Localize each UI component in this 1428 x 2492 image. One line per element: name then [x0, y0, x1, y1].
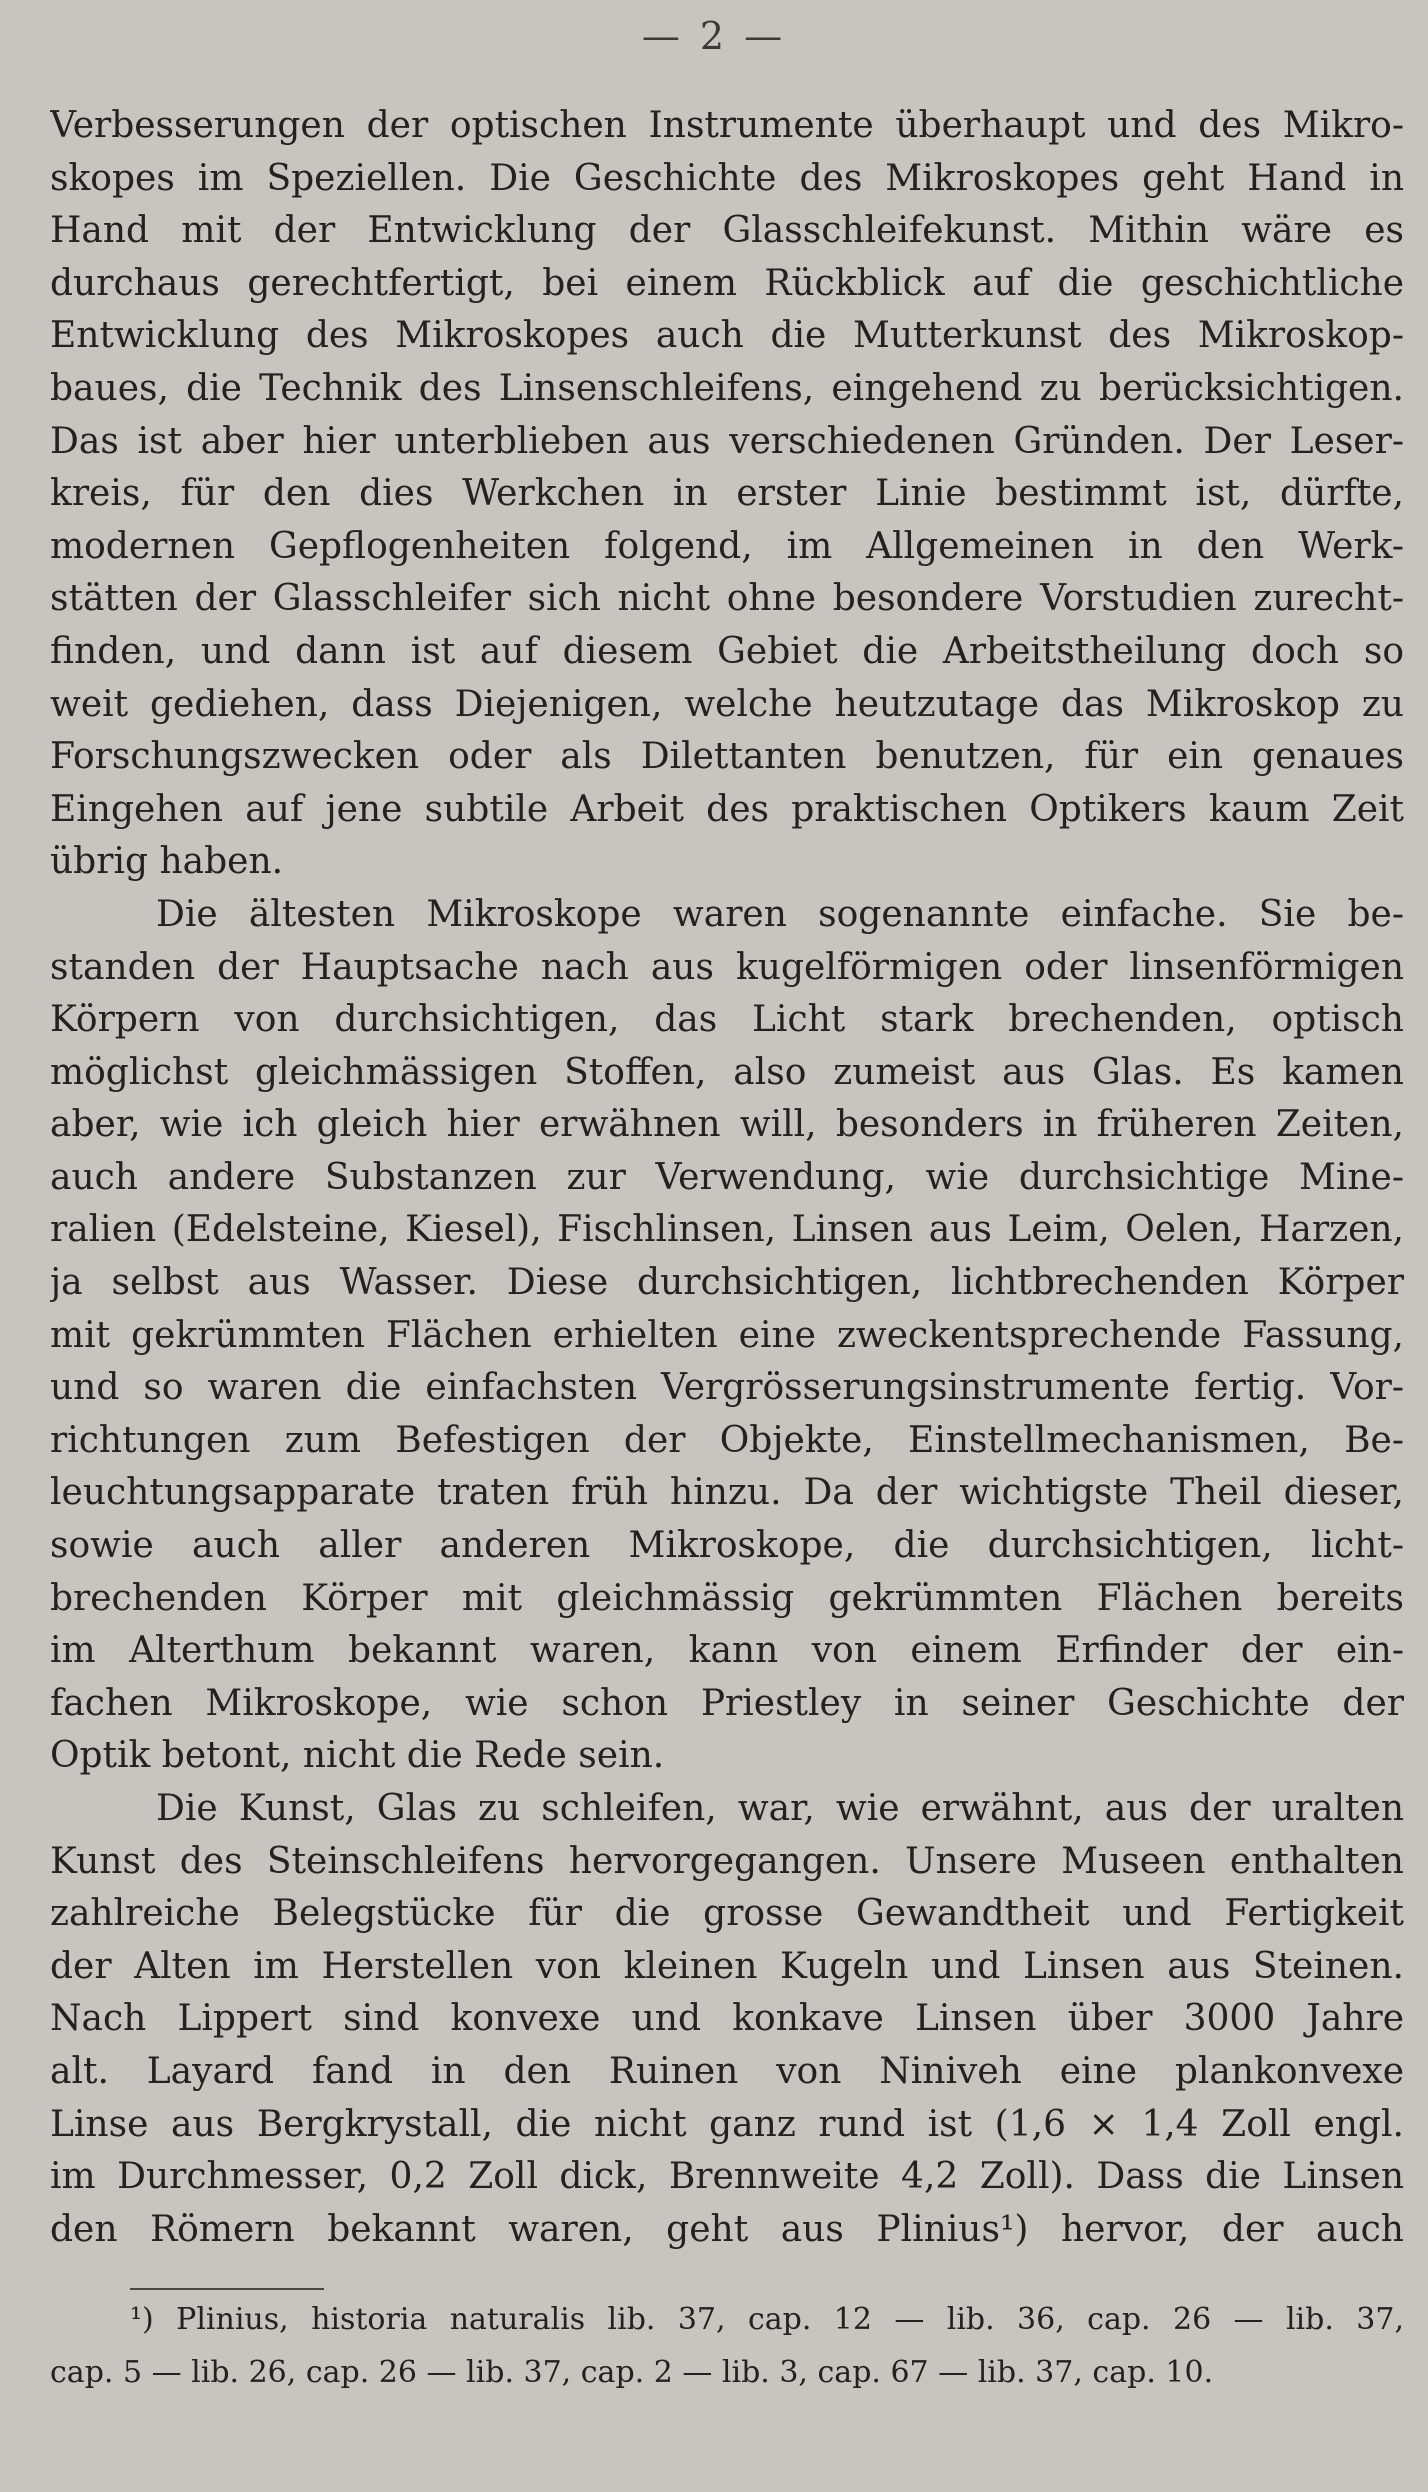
text-line: alt. Layard fand in den Ruinen von Niniveh eine plankonvexe — [50, 2050, 1404, 2092]
body-text — [50, 100, 1404, 2256]
text-line: Das ist aber hier unterblieben aus verschiedenen Gründen. Der Leser- — [50, 420, 1404, 462]
text-line: Körpern von durchsichtigen, das Licht stark brechenden, optisch — [50, 999, 1404, 1041]
text-line: und so waren die einfachsten Vergrösserungsinstrumente fertig. Vor- — [50, 1367, 1404, 1409]
text-line: möglichst gleichmässigen Stoffen, also zumeist aus Glas. Es kamen — [50, 1051, 1404, 1093]
text-line: den Römern bekannt waren, geht aus Plinius¹) hervor, der auch — [50, 2208, 1404, 2250]
text-line: Eingehen auf jene subtile Arbeit des praktischen Optikers kaum Zeit — [50, 788, 1404, 830]
text-line: durchaus gerechtfertigt, bei einem Rückblick auf die geschichtliche — [50, 262, 1404, 304]
text-line: kreis, für den dies Werkchen in erster Linie bestimmt ist, dürfte, — [50, 473, 1404, 515]
text-line: Die ältesten Mikroskope waren sogenannte einfache. Sie be- — [156, 893, 1404, 935]
text-line: leuchtungsapparate traten früh hinzu. Da der wichtigste Theil dieser, — [50, 1472, 1404, 1514]
text-line: weit gediehen, dass Diejenigen, welche heutzutage das Mikroskop zu — [50, 683, 1404, 725]
text-line: Kunst des Steinschleifens hervorgegangen. Unsere Museen enthalten — [50, 1840, 1404, 1882]
text-line: Optik betont, nicht die Rede sein. — [50, 1735, 665, 1777]
text-line: auch andere Substanzen zur Verwendung, wie durchsichtige Mine- — [50, 1156, 1404, 1198]
text-line: Hand mit der Entwicklung der Glasschleifekunst. Mithin wäre es — [50, 210, 1404, 252]
footnote-divider — [130, 2288, 324, 2290]
text-line: modernen Gepflogenheiten folgend, im Allgemeinen in den Werk- — [50, 525, 1404, 567]
text-line: übrig haben. — [50, 841, 284, 883]
page-number: — 2 — — [641, 14, 787, 58]
text-line: aber, wie ich gleich hier erwähnen will, besonders in früheren Zeiten, — [50, 1104, 1404, 1146]
text-line: fachen Mikroskope, wie schon Priestley in seiner Geschichte der — [50, 1682, 1404, 1724]
text-line: Verbesserungen der optischen Instrumente überhaupt und des Mikro- — [50, 105, 1404, 146]
text-line: im Alterthum bekannt waren, kann von einem Erfinder der ein- — [50, 1630, 1404, 1672]
text-line: standen der Hauptsache nach aus kugelförmigen oder linsenförmigen — [50, 946, 1404, 988]
text-line: richtungen zum Befestigen der Objekte, Einstellmechanismen, Be- — [50, 1419, 1404, 1461]
text-line: im Durchmesser, 0,2 Zoll dick, Brennweite 4,2 Zoll). Dass die Linsen — [50, 2156, 1404, 2198]
text-line: brechenden Körper mit gleichmässig gekrümmten Flächen bereits — [50, 1577, 1404, 1619]
footnote-line: cap. 5 — lib. 26, cap. 26 — lib. 37, cap. 2 — lib. 3, cap. 67 — lib. 37, cap. 10. — [50, 2355, 1214, 2390]
text-line: Forschungszwecken oder als Dilettanten benutzen, für ein genaues — [50, 736, 1404, 778]
text-line: Entwicklung des Mikroskopes auch die Mutterkunst des Mikroskop- — [50, 315, 1404, 357]
text-line: Die Kunst, Glas zu schleifen, war, wie erwähnt, aus der uralten — [156, 1788, 1404, 1829]
text-line: ja selbst aus Wasser. Diese durchsichtigen, lichtbrechenden Körper — [50, 1262, 1404, 1304]
text-line: finden, und dann ist auf diesem Gebiet die Arbeitstheilung doch so — [50, 630, 1404, 672]
text-line: stätten der Glasschleifer sich nicht ohne besondere Vorstudien zurecht- — [50, 578, 1404, 620]
text-line: skopes im Speziellen. Die Geschichte des Mikroskopes geht Hand in — [50, 157, 1404, 199]
text-line: Nach Lippert sind konvexe und konkave Linsen über 3000 Jahre — [50, 1998, 1404, 2040]
text-line: zahlreiche Belegstücke für die grosse Gewandtheit und Fertigkeit — [50, 1893, 1404, 1935]
footnote-line: ¹) Plinius, historia naturalis lib. 37, cap. 12 — lib. 36, cap. 26 — lib. 37, — [130, 2302, 1404, 2337]
footnotes — [50, 2293, 1404, 2399]
text-line: der Alten im Herstellen von kleinen Kugeln und Linsen aus Steinen. — [50, 1945, 1404, 1987]
text-line: mit gekrümmten Flächen erhielten eine zweckentsprechende Fassung, — [50, 1314, 1404, 1356]
text-line: sowie auch aller anderen Mikroskope, die durchsichtigen, licht- — [50, 1525, 1404, 1567]
text-line: baues, die Technik des Linsenschleifens, eingehend zu berücksichtigen. — [50, 367, 1404, 409]
text-line: ralien (Edelsteine, Kiesel), Fischlinsen, Linsen aus Leim, Oelen, Harzen, — [50, 1209, 1404, 1251]
text-line: Linse aus Bergkrystall, die nicht ganz rund ist (1,6 × 1,4 Zoll engl. — [50, 2103, 1404, 2145]
